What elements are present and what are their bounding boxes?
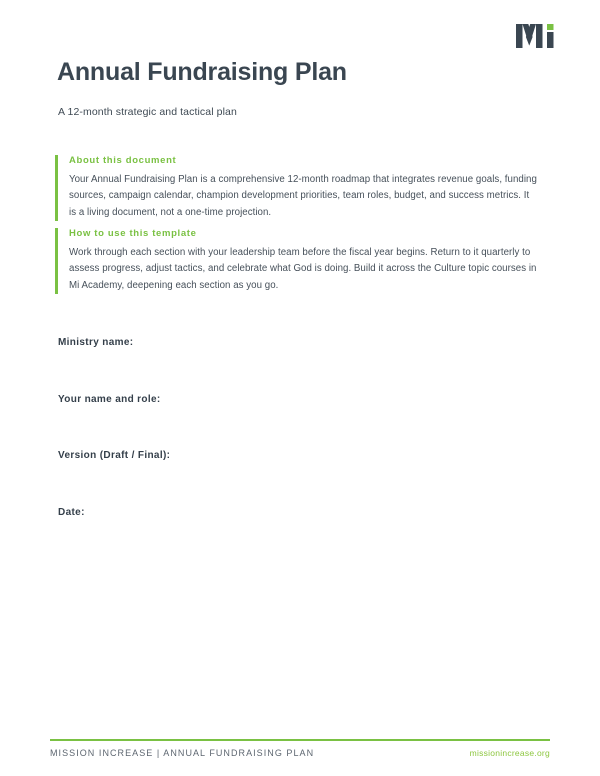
callout-how-to-use-this-template [55, 228, 537, 294]
logo-letter-i-icon [547, 24, 554, 48]
page-footer [50, 748, 550, 758]
callout-heading: How to use this template [69, 228, 197, 239]
callout-body: Work through each section with your leadership team before the fiscal year begins. Return to it quarterly to assess progress, adjust tactics, and celebrate what God is doing. Build it across the Culture topic courses in Mi Academy, deepening each section as you go. [69, 247, 537, 291]
logo-green-dot-icon [547, 24, 554, 30]
callout-heading: About this document [69, 155, 177, 166]
footer-divider [50, 739, 550, 741]
footer-document-name: MISSION INCREASE | ANNUAL FUNDRAISING PLAN [50, 748, 315, 758]
field-label-date: Date: [58, 507, 85, 518]
page-title-wrap [57, 58, 351, 86]
page-subtitle: A 12-month strategic and tactical plan [58, 106, 237, 118]
field-label-version: Version (Draft / Final): [58, 450, 171, 461]
footer-website-link[interactable]: missionincrease.org [469, 748, 550, 758]
logo-letter-m-icon [516, 24, 543, 48]
callout-body: Your Annual Fundraising Plan is a comprehensive 12-month roadmap that integrates revenue goals, funding sources, campaign calendar, champion development priorities, team roles, budget, and success metrics. It is a living document, not a one-time projection. [69, 174, 537, 218]
field-label-ministry-name: Ministry name: [58, 337, 134, 348]
field-label-your-name-and-role: Your name and role: [58, 394, 161, 405]
callout-about-this-document [55, 155, 537, 221]
mission-increase-logo [516, 21, 560, 51]
page-title: Annual Fundraising Plan [57, 58, 347, 86]
